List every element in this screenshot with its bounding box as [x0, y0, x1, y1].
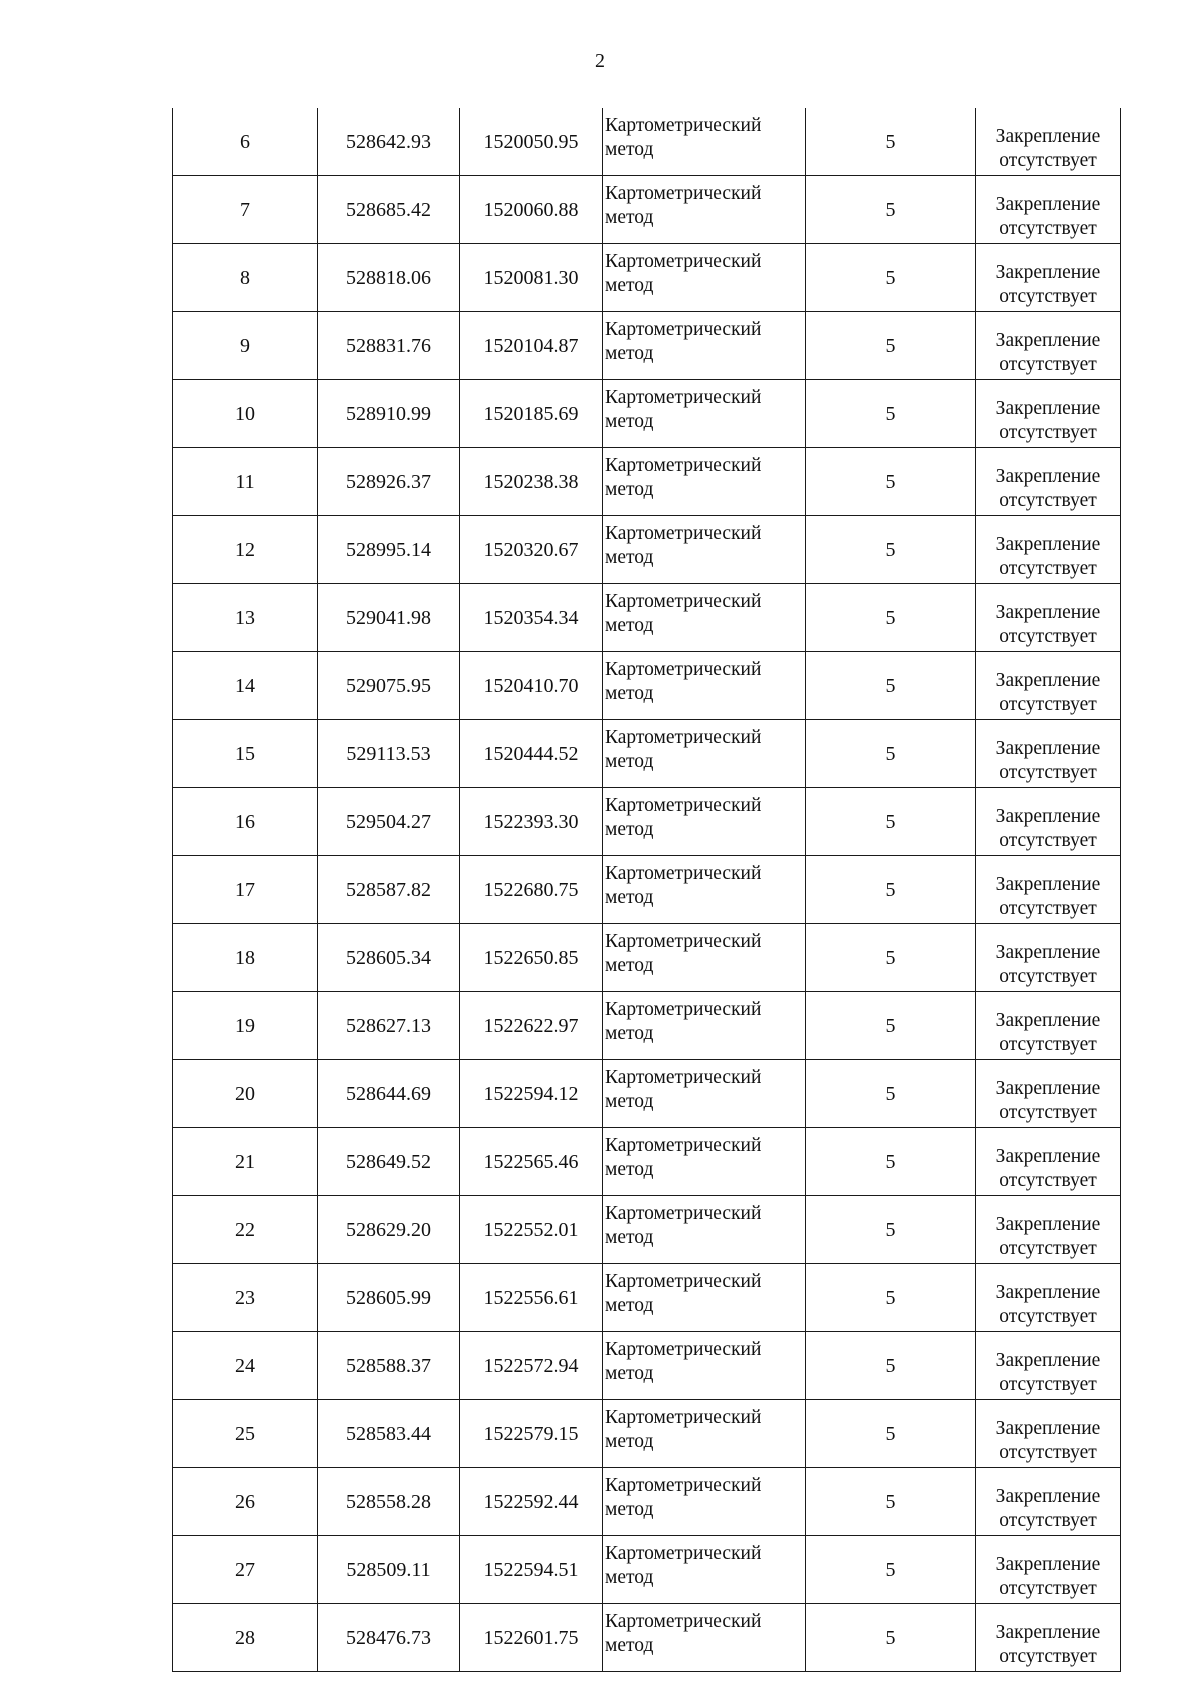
point-number-cell: 17 — [173, 856, 318, 924]
accuracy-cell: 5 — [806, 924, 976, 992]
accuracy-cell: 5 — [806, 788, 976, 856]
accuracy-cell: 5 — [806, 312, 976, 380]
x-coordinate-cell: 528685.42 — [318, 176, 460, 244]
y-coordinate-cell: 1522601.75 — [460, 1604, 603, 1672]
method-cell — [603, 108, 806, 176]
y-coordinate-cell: 1520410.70 — [460, 652, 603, 720]
table-row — [173, 720, 1121, 788]
fixation-line-1: Закрепление — [995, 602, 1101, 623]
method-cell — [603, 584, 806, 652]
fixation-cell — [976, 856, 1121, 924]
fixation-line-2: отсутствует — [999, 218, 1097, 239]
fixation-line-1: Закрепление — [995, 1146, 1101, 1167]
table-row — [173, 1060, 1121, 1128]
fixation-cell — [976, 1536, 1121, 1604]
fixation-line-2: отсутствует — [999, 1374, 1097, 1395]
method-cell — [603, 1468, 806, 1536]
method-line-1: Картометрический — [605, 1067, 762, 1088]
y-coordinate-cell: 1522556.61 — [460, 1264, 603, 1332]
coordinates-table — [172, 108, 1121, 1672]
x-coordinate-cell: 528558.28 — [318, 1468, 460, 1536]
method-line-1: Картометрический — [605, 523, 762, 544]
y-coordinate-cell: 1522572.94 — [460, 1332, 603, 1400]
fixation-cell — [976, 788, 1121, 856]
method-cell — [603, 1536, 806, 1604]
method-cell — [603, 652, 806, 720]
fixation-cell — [976, 516, 1121, 584]
point-number-cell: 19 — [173, 992, 318, 1060]
point-number-cell: 11 — [173, 448, 318, 516]
fixation-cell — [976, 652, 1121, 720]
fixation-line-1: Закрепление — [995, 670, 1101, 691]
method-line-1: Картометрический — [605, 931, 762, 952]
y-coordinate-cell: 1520354.34 — [460, 584, 603, 652]
fixation-line-2: отсутствует — [999, 966, 1097, 987]
method-line-1: Картометрический — [605, 1475, 762, 1496]
table-row — [173, 516, 1121, 584]
method-line-1: Картометрический — [605, 1407, 762, 1428]
method-line-2: метод — [605, 343, 654, 364]
fixation-line-1: Закрепление — [995, 194, 1101, 215]
fixation-line-1: Закрепление — [995, 1622, 1101, 1643]
fixation-cell — [976, 312, 1121, 380]
method-cell — [603, 1060, 806, 1128]
method-line-2: метод — [605, 1635, 654, 1656]
method-cell — [603, 1400, 806, 1468]
fixation-cell — [976, 1332, 1121, 1400]
method-cell — [603, 176, 806, 244]
accuracy-cell: 5 — [806, 584, 976, 652]
method-line-2: метод — [605, 1431, 654, 1452]
point-number-cell: 24 — [173, 1332, 318, 1400]
fixation-line-1: Закрепление — [995, 1486, 1101, 1507]
method-line-1: Картометрический — [605, 455, 762, 476]
method-line-2: метод — [605, 275, 654, 296]
x-coordinate-cell: 528587.82 — [318, 856, 460, 924]
method-line-2: метод — [605, 683, 654, 704]
fixation-line-1: Закрепление — [995, 1418, 1101, 1439]
accuracy-cell: 5 — [806, 1400, 976, 1468]
method-cell — [603, 516, 806, 584]
point-number-cell: 15 — [173, 720, 318, 788]
method-line-1: Картометрический — [605, 727, 762, 748]
point-number-cell: 22 — [173, 1196, 318, 1264]
method-cell — [603, 788, 806, 856]
method-cell — [603, 1196, 806, 1264]
point-number-cell: 7 — [173, 176, 318, 244]
fixation-line-1: Закрепление — [995, 262, 1101, 283]
y-coordinate-cell: 1520060.88 — [460, 176, 603, 244]
x-coordinate-cell: 529504.27 — [318, 788, 460, 856]
accuracy-cell: 5 — [806, 108, 976, 176]
fixation-line-2: отсутствует — [999, 694, 1097, 715]
method-cell — [603, 924, 806, 992]
point-number-cell: 13 — [173, 584, 318, 652]
fixation-line-2: отсутствует — [999, 830, 1097, 851]
y-coordinate-cell: 1520081.30 — [460, 244, 603, 312]
x-coordinate-cell: 528649.52 — [318, 1128, 460, 1196]
method-line-2: метод — [605, 819, 654, 840]
table-row — [173, 992, 1121, 1060]
method-line-1: Картометрический — [605, 591, 762, 612]
method-line-1: Картометрический — [605, 251, 762, 272]
point-number-cell: 9 — [173, 312, 318, 380]
method-cell — [603, 1332, 806, 1400]
fixation-line-2: отсутствует — [999, 558, 1097, 579]
accuracy-cell: 5 — [806, 992, 976, 1060]
method-line-1: Картометрический — [605, 659, 762, 680]
method-cell — [603, 1604, 806, 1672]
fixation-cell — [976, 448, 1121, 516]
table-row — [173, 1332, 1121, 1400]
fixation-line-1: Закрепление — [995, 874, 1101, 895]
fixation-cell — [976, 924, 1121, 992]
fixation-line-2: отсутствует — [999, 1442, 1097, 1463]
fixation-line-1: Закрепление — [995, 806, 1101, 827]
table-row — [173, 1196, 1121, 1264]
fixation-cell — [976, 584, 1121, 652]
y-coordinate-cell: 1520104.87 — [460, 312, 603, 380]
fixation-cell — [976, 108, 1121, 176]
method-line-2: метод — [605, 1567, 654, 1588]
x-coordinate-cell: 528910.99 — [318, 380, 460, 448]
y-coordinate-cell: 1522594.51 — [460, 1536, 603, 1604]
method-line-1: Картометрический — [605, 1135, 762, 1156]
method-line-2: метод — [605, 751, 654, 772]
point-number-cell: 27 — [173, 1536, 318, 1604]
fixation-line-1: Закрепление — [995, 534, 1101, 555]
method-line-1: Картометрический — [605, 115, 762, 136]
table-row — [173, 176, 1121, 244]
accuracy-cell: 5 — [806, 448, 976, 516]
accuracy-cell: 5 — [806, 1060, 976, 1128]
fixation-line-2: отсутствует — [999, 898, 1097, 919]
accuracy-cell: 5 — [806, 1604, 976, 1672]
table-row — [173, 312, 1121, 380]
fixation-line-1: Закрепление — [995, 126, 1101, 147]
x-coordinate-cell: 528509.11 — [318, 1536, 460, 1604]
method-line-2: метод — [605, 955, 654, 976]
x-coordinate-cell: 528642.93 — [318, 108, 460, 176]
fixation-line-2: отсутствует — [999, 490, 1097, 511]
fixation-line-2: отсутствует — [999, 1306, 1097, 1327]
table-row — [173, 108, 1121, 176]
fixation-line-2: отсутствует — [999, 762, 1097, 783]
method-cell — [603, 992, 806, 1060]
x-coordinate-cell: 528605.34 — [318, 924, 460, 992]
method-cell — [603, 448, 806, 516]
method-line-2: метод — [605, 139, 654, 160]
table-row — [173, 788, 1121, 856]
table-row — [173, 448, 1121, 516]
page-number: 2 — [595, 50, 605, 72]
fixation-cell — [976, 1196, 1121, 1264]
fixation-line-1: Закрепление — [995, 330, 1101, 351]
fixation-cell — [976, 1060, 1121, 1128]
fixation-line-2: отсутствует — [999, 1034, 1097, 1055]
table-row — [173, 244, 1121, 312]
fixation-line-1: Закрепление — [995, 1554, 1101, 1575]
method-line-1: Картометрический — [605, 795, 762, 816]
y-coordinate-cell: 1522579.15 — [460, 1400, 603, 1468]
table-row — [173, 1264, 1121, 1332]
x-coordinate-cell: 528629.20 — [318, 1196, 460, 1264]
accuracy-cell: 5 — [806, 516, 976, 584]
table-row — [173, 924, 1121, 992]
fixation-line-1: Закрепление — [995, 1078, 1101, 1099]
x-coordinate-cell: 528627.13 — [318, 992, 460, 1060]
table-row — [173, 1400, 1121, 1468]
y-coordinate-cell: 1522592.44 — [460, 1468, 603, 1536]
x-coordinate-cell: 529075.95 — [318, 652, 460, 720]
method-line-2: метод — [605, 547, 654, 568]
accuracy-cell: 5 — [806, 1468, 976, 1536]
method-line-2: метод — [605, 1091, 654, 1112]
x-coordinate-cell: 528831.76 — [318, 312, 460, 380]
accuracy-cell: 5 — [806, 1332, 976, 1400]
accuracy-cell: 5 — [806, 856, 976, 924]
x-coordinate-cell: 528605.99 — [318, 1264, 460, 1332]
x-coordinate-cell: 528818.06 — [318, 244, 460, 312]
accuracy-cell: 5 — [806, 720, 976, 788]
fixation-cell — [976, 176, 1121, 244]
y-coordinate-cell: 1520320.67 — [460, 516, 603, 584]
method-line-1: Картометрический — [605, 999, 762, 1020]
fixation-line-1: Закрепление — [995, 1350, 1101, 1371]
point-number-cell: 14 — [173, 652, 318, 720]
method-line-1: Картометрический — [605, 1271, 762, 1292]
fixation-line-2: отсутствует — [999, 422, 1097, 443]
point-number-cell: 20 — [173, 1060, 318, 1128]
method-line-2: метод — [605, 1227, 654, 1248]
fixation-cell — [976, 1400, 1121, 1468]
fixation-line-2: отсутствует — [999, 1646, 1097, 1667]
point-number-cell: 21 — [173, 1128, 318, 1196]
table-row — [173, 1536, 1121, 1604]
method-line-1: Картометрический — [605, 863, 762, 884]
point-number-cell: 10 — [173, 380, 318, 448]
method-line-2: метод — [605, 1023, 654, 1044]
table-row — [173, 856, 1121, 924]
fixation-line-1: Закрепление — [995, 942, 1101, 963]
fixation-line-1: Закрепление — [995, 1214, 1101, 1235]
accuracy-cell: 5 — [806, 1128, 976, 1196]
y-coordinate-cell: 1522594.12 — [460, 1060, 603, 1128]
method-cell — [603, 856, 806, 924]
method-cell — [603, 312, 806, 380]
accuracy-cell: 5 — [806, 1196, 976, 1264]
method-line-2: метод — [605, 1499, 654, 1520]
method-line-2: метод — [605, 411, 654, 432]
fixation-cell — [976, 1604, 1121, 1672]
method-line-2: метод — [605, 479, 654, 500]
point-number-cell: 8 — [173, 244, 318, 312]
method-cell — [603, 380, 806, 448]
fixation-line-2: отсутствует — [999, 286, 1097, 307]
method-line-2: метод — [605, 1159, 654, 1180]
fixation-line-2: отсутствует — [999, 354, 1097, 375]
method-cell — [603, 244, 806, 312]
x-coordinate-cell: 529041.98 — [318, 584, 460, 652]
table-row — [173, 652, 1121, 720]
fixation-line-2: отсутствует — [999, 150, 1097, 171]
y-coordinate-cell: 1520185.69 — [460, 380, 603, 448]
point-number-cell: 16 — [173, 788, 318, 856]
fixation-line-2: отсутствует — [999, 1170, 1097, 1191]
method-cell — [603, 720, 806, 788]
accuracy-cell: 5 — [806, 1536, 976, 1604]
table-row — [173, 380, 1121, 448]
point-number-cell: 25 — [173, 1400, 318, 1468]
fixation-cell — [976, 380, 1121, 448]
method-line-2: метод — [605, 615, 654, 636]
method-line-2: метод — [605, 1363, 654, 1384]
y-coordinate-cell: 1522393.30 — [460, 788, 603, 856]
method-cell — [603, 1264, 806, 1332]
x-coordinate-cell: 528644.69 — [318, 1060, 460, 1128]
point-number-cell: 6 — [173, 108, 318, 176]
method-line-1: Картометрический — [605, 1203, 762, 1224]
x-coordinate-cell: 529113.53 — [318, 720, 460, 788]
table-row — [173, 1128, 1121, 1196]
method-line-1: Картометрический — [605, 1339, 762, 1360]
method-line-1: Картометрический — [605, 319, 762, 340]
fixation-line-1: Закрепление — [995, 398, 1101, 419]
fixation-line-1: Закрепление — [995, 1282, 1101, 1303]
fixation-cell — [976, 1468, 1121, 1536]
table-row — [173, 584, 1121, 652]
point-number-cell: 23 — [173, 1264, 318, 1332]
y-coordinate-cell: 1520238.38 — [460, 448, 603, 516]
y-coordinate-cell: 1520050.95 — [460, 108, 603, 176]
fixation-line-1: Закрепление — [995, 466, 1101, 487]
accuracy-cell: 5 — [806, 1264, 976, 1332]
y-coordinate-cell: 1522680.75 — [460, 856, 603, 924]
method-line-2: метод — [605, 1295, 654, 1316]
y-coordinate-cell: 1520444.52 — [460, 720, 603, 788]
fixation-cell — [976, 1128, 1121, 1196]
point-number-cell: 28 — [173, 1604, 318, 1672]
method-line-2: метод — [605, 207, 654, 228]
accuracy-cell: 5 — [806, 176, 976, 244]
fixation-line-2: отсутствует — [999, 1238, 1097, 1259]
point-number-cell: 12 — [173, 516, 318, 584]
y-coordinate-cell: 1522650.85 — [460, 924, 603, 992]
point-number-cell: 26 — [173, 1468, 318, 1536]
table-body — [173, 108, 1121, 1672]
y-coordinate-cell: 1522622.97 — [460, 992, 603, 1060]
method-cell — [603, 1128, 806, 1196]
accuracy-cell: 5 — [806, 380, 976, 448]
method-line-1: Картометрический — [605, 1543, 762, 1564]
fixation-cell — [976, 992, 1121, 1060]
x-coordinate-cell: 528588.37 — [318, 1332, 460, 1400]
fixation-line-1: Закрепление — [995, 738, 1101, 759]
table-row — [173, 1468, 1121, 1536]
fixation-line-2: отсутствует — [999, 1578, 1097, 1599]
x-coordinate-cell: 528926.37 — [318, 448, 460, 516]
fixation-line-2: отсутствует — [999, 1510, 1097, 1531]
x-coordinate-cell: 528476.73 — [318, 1604, 460, 1672]
fixation-cell — [976, 1264, 1121, 1332]
x-coordinate-cell: 528583.44 — [318, 1400, 460, 1468]
y-coordinate-cell: 1522565.46 — [460, 1128, 603, 1196]
fixation-cell — [976, 720, 1121, 788]
method-line-1: Картометрический — [605, 183, 762, 204]
fixation-line-2: отсутствует — [999, 626, 1097, 647]
fixation-cell — [976, 244, 1121, 312]
accuracy-cell: 5 — [806, 244, 976, 312]
method-line-2: метод — [605, 887, 654, 908]
fixation-line-2: отсутствует — [999, 1102, 1097, 1123]
table-row — [173, 1604, 1121, 1672]
method-line-1: Картометрический — [605, 1611, 762, 1632]
y-coordinate-cell: 1522552.01 — [460, 1196, 603, 1264]
fixation-line-1: Закрепление — [995, 1010, 1101, 1031]
point-number-cell: 18 — [173, 924, 318, 992]
x-coordinate-cell: 528995.14 — [318, 516, 460, 584]
method-line-1: Картометрический — [605, 387, 762, 408]
accuracy-cell: 5 — [806, 652, 976, 720]
